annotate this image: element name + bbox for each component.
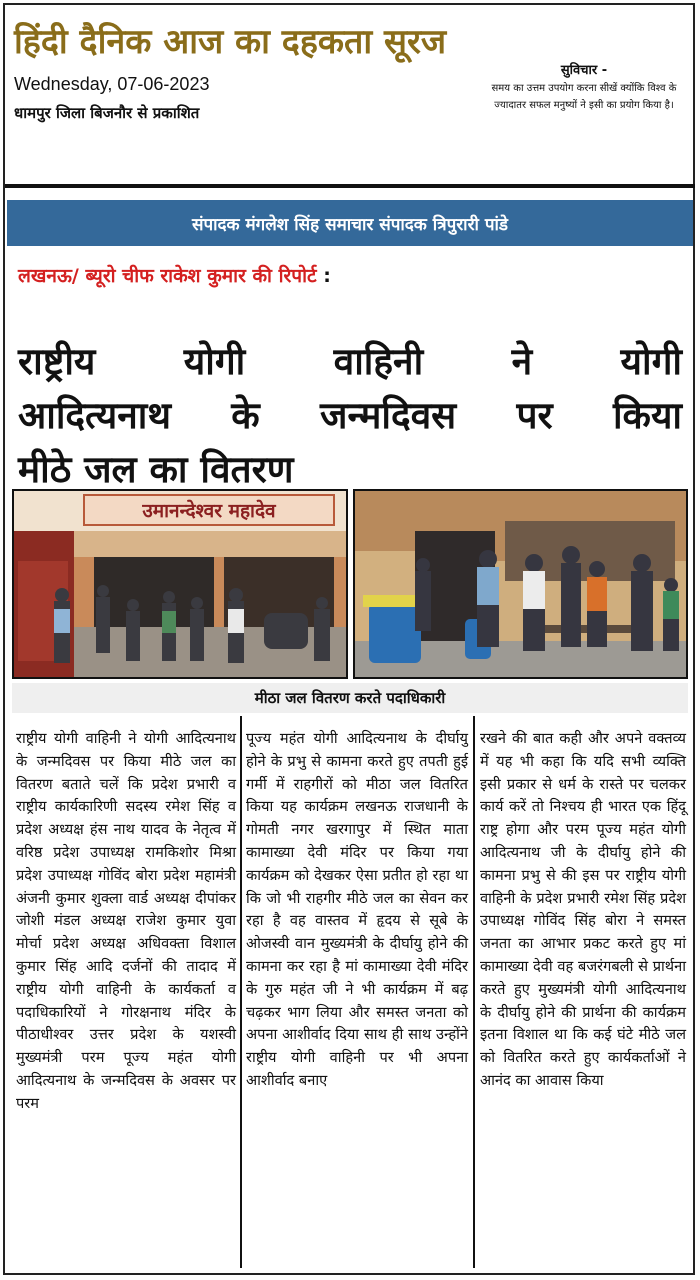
article-column-3: रखने की बात कही और अपने वक्तव्य में यह भी कहा कि यदि सभी व्यक्ति इसी प्रकार से धर्म के रास्ते पर चलकर कार्य करें तो निश्चय ही भारत एक हिंदू राष्ट्र होगा और परम पूज्य महंत योगी आदित्यनाथ जी के दीर्घायु होने की कामना प्रभु से की इस पर राष्ट्रीय योगी वाहिनी के प्रदेश प्रभारी रमेश सिंह प्रदेश उपाध्यक्ष गोविंद सिंह बोरा ने समस्त जनता का आभार प्रकट करते हुए मां कामाख्या देवी वह बजरंगबली से प्रार्थना करते हुए मुख्यमंत्री योगी आदित्यनाथ के दीर्घायु होने की प्रार्थना की कार्यक्रम इतना विशाल था कि कई घंटे मीठे जल को वितरित करते हुए कार्यकर्ताओं ने आनंद का आवास किया [480, 730, 686, 1089]
masthead-divider [5, 184, 695, 188]
editors-bar [7, 200, 693, 246]
photo-water-distribution [353, 489, 688, 679]
byline-colon: : [316, 265, 331, 287]
column-divider-1 [240, 716, 242, 1268]
headline-line-1: राष्ट्रीय योगी वाहिनी ने योगी [18, 339, 682, 383]
headline-line-2: आदित्यनाथ के जन्मदिवस पर किया [18, 393, 682, 437]
thought-title: सुविचार - [560, 63, 608, 78]
temple-sign-text: उमानन्देश्वर महादेव [142, 500, 276, 522]
column-divider-2 [473, 716, 475, 1268]
publication-place: धामपुर जिला बिजनौर से प्रकाशित [14, 104, 200, 122]
headline [18, 335, 682, 497]
editors-text: संपादक मंगलेश सिंह समाचार संपादक त्रिपुरारी पांडे [191, 214, 509, 235]
photo-temple-front [12, 489, 348, 679]
article-body [8, 716, 692, 1268]
byline [18, 262, 331, 288]
temple-front-illustration [14, 491, 346, 677]
thought-of-the-day [484, 60, 684, 114]
publication-date: Wednesday, 07-06-2023 [14, 74, 210, 94]
photo-caption-text: मीठा जल वितरण करते पदाधिकारी [254, 689, 446, 707]
masthead [14, 16, 484, 123]
headline-line-3: मीठे जल का वितरण [18, 447, 294, 491]
byline-text: लखनऊ/ ब्यूरो चीफ राकेश कुमार की रिपोर्ट [18, 265, 317, 287]
water-distribution-illustration [355, 491, 686, 677]
photo-caption [12, 683, 688, 713]
article-column-1: राष्ट्रीय योगी वाहिनी ने योगी आदित्यनाथ के जन्मदिवस पर किया मीठे जल का वितरण बताते चलें कि प्रदेश प्रभारी व राष्ट्रीय कार्यकारिणी सदस्य रमेश सिंह व प्रदेश अध्यक्ष हंस नाथ यादव के नेतृत्व में वरिष्ठ प्रदेश उपाध्यक्ष रामकिशोर मिश्रा प्रदेश उपाध्यक्ष गोविंद बोरा प्रदेश महामंत्री अंजनी कुमार शुक्ला वार्ड अध्यक्ष दीपांकर जोशी मंडल अध्यक्ष राजेश कुमार युवा मोर्चा प्रदेश अध्यक्ष अधिवक्ता विशाल कुमार सिंह आदि दर्जनों की तादाद में राष्ट्रीय योगी वाहिनी के कार्यकर्ता व पदाधिकारियों ने गोरक्षनाथ मंदिर के पीठाधीश्वर उत्तर प्रदेश के यशस्वी मुख्यमंत्री परम पूज्य महंत योगी आदित्यनाथ के जन्मदिवस के अवसर पर परम [16, 730, 236, 1112]
thought-text: समय का उत्तम उपयोग करना सीखें क्योंकि विश्व के ज्यादातर सफल मनुष्यों ने इसी का प्रयोग किया है। [491, 83, 677, 111]
newspaper-title: हिंदी दैनिक आज का दहकता सूरज [14, 22, 447, 62]
article-column-2: पूज्य महंत योगी आदित्यनाथ के दीर्घायु होने के प्रभु से कामना करते हुए तपती हुई गर्मी में राहगीरों को मीठा जल वितरित किया यह कार्यक्रम लखनऊ राजधानी के गोमती नगर खरगापुर में स्थित माता कामाख्या देवी मंदिर पर किया गया कार्यक्रम को देखकर ऐसा प्रतीत हो रहा था कि जो भी राहगीर मीठे जल का सेवन कर रहा है वह वास्तव में हृदय से सूबे के ओजस्वी वान मुख्यमंत्री के दीर्घायु होने की कामना कर रहा है मां कामाख्या देवी मंदिर के गुरु महंत जी ने भी कार्यक्रम में बढ़ चढ़कर भाग लिया और समस्त जनता को अपना आशीर्वाद दिया साथ ही साथ उन्होंने राष्ट्रीय योगी वाहिनी पर भी अपना आशीर्वाद बनाए [246, 730, 468, 1089]
